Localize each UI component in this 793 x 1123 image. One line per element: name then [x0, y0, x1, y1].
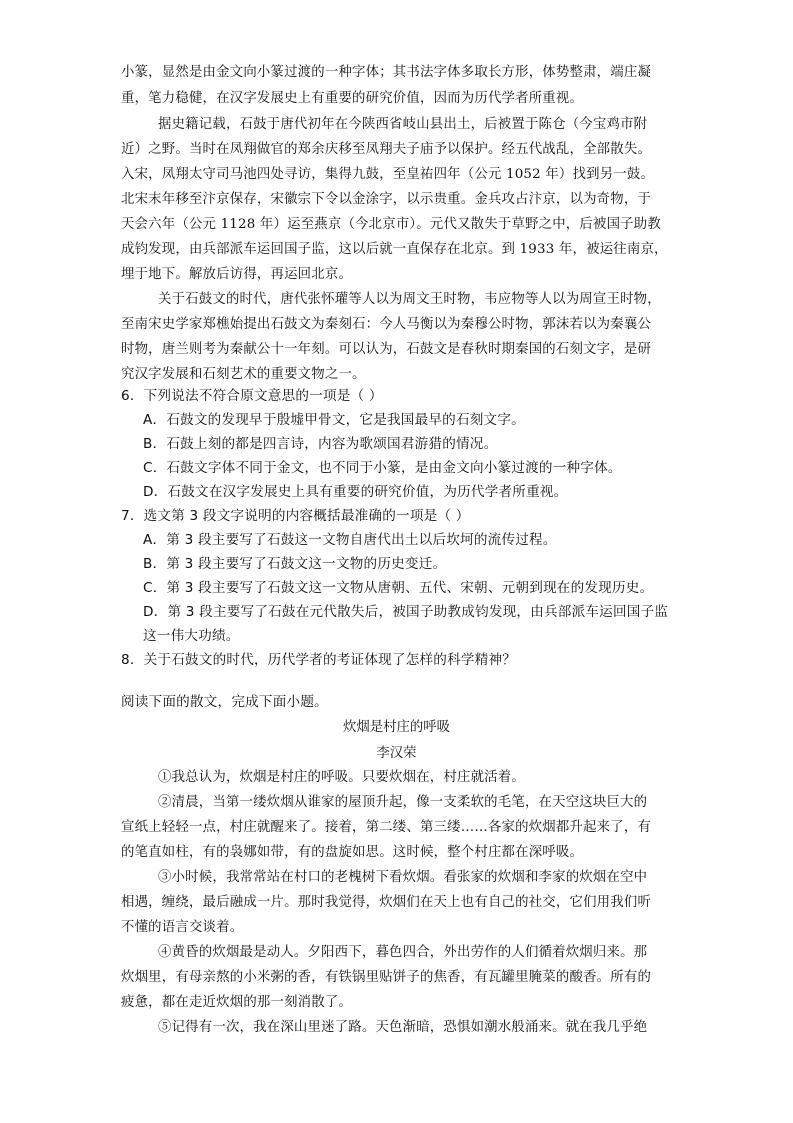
question-7-option-d-cont: 这一伟大功绩。 — [143, 628, 240, 644]
passage-line: 成钧发现，由兵部派车运回国子监，这以后就一直保存在北京。到 1933 年，被运往南京， — [121, 242, 668, 257]
passage-line: 关于石鼓文的时代，唐代张怀瓘等人以为周文王时物，韦应物等人以为周宣王时物， — [158, 292, 661, 307]
passage-line: 据史籍记载，石鼓于唐代初年在今陕西省岐山县出土，后被置于陈仓（今宝鸡市附 — [158, 117, 648, 132]
question-6-option-b: B．石鼓上刻的都是四言诗，内容为歌颂国君游猎的情况。 — [143, 436, 498, 452]
essay-line: 的笔直如柱，有的袅娜如带，有的盘旋如思。这时候，整个村庄都在深呼吸。 — [121, 845, 584, 860]
passage-line: 北宋末年移至汴京保存，宋徽宗下令以金涂字，以示贵重。金兵攻占汴京，以为奇物，于 — [121, 192, 652, 207]
passage-line: 究汉字发展和石刻艺术的重要文物之一。 — [121, 367, 366, 382]
essay-line: ①我总认为，炊烟是村庄的呼吸。只要炊烟在，村庄就活着。 — [158, 770, 525, 785]
question-6-option-c: C．石鼓文字体不同于金文，也不同于小篆，是由金文向小篆过渡的一种字体。 — [143, 460, 622, 476]
essay-line: 疲惫，都在走近炊烟的那一刻消散了。 — [121, 995, 353, 1010]
essay-line: 不懂的语言交谈着。 — [121, 920, 244, 935]
passage-line: 重，笔力稳健，在汉字发展史上有重要的研究价值，因而为历代学者所重视。 — [121, 91, 584, 106]
passage-line: 近）之野。当时在凤翔做官的郑余庆移至凤翔夫子庙予以保护。经五代战乱，全部散失。 — [121, 142, 652, 157]
question-7-option-a: A．第 3 段主要写了石鼓这一文物自唐代出土以后坎坷的流传过程。 — [143, 532, 557, 548]
passage-line: 小篆，显然是由金文向小篆过渡的一种字体；其书法字体多取长方形，体势整肃，端庄凝 — [121, 65, 652, 80]
reading-instruction: 阅读下面的散文，完成下面小题。 — [121, 694, 328, 710]
essay-line: 宣纸上轻轻一点，村庄就醒来了。接着，第二缕、第三缕……各家的炊烟都升起来了，有 — [121, 820, 652, 835]
essay-title: 炊烟是村庄的呼吸 — [342, 720, 451, 735]
passage-line: 至南宋史学家郑樵始提出石鼓文为秦刻石：今人马衡以为秦穆公时物，郭沫若以为秦襄公 — [121, 317, 652, 332]
essay-line: ④黄昏的炊烟最是动人。夕阳西下，暮色四合，外出劳作的人们循着炊烟归来。那 — [158, 945, 648, 960]
question-7-option-b: B．第 3 段主要写了石鼓文这一文物的历史变迁。 — [143, 556, 447, 572]
passage-line: 时物，唐兰则考为秦献公十一年刻。可以认为，石鼓文是春秋时期秦国的石刻文字，是研 — [121, 342, 652, 357]
essay-line: ③小时候，我常常站在村口的老槐树下看炊烟。看张家的炊烟和李家的炊烟在空中 — [158, 870, 648, 885]
question-6-option-a: A．石鼓文的发现早于殷墟甲骨文，它是我国最早的石刻文字。 — [143, 412, 525, 428]
question-7-option-d: D．第 3 段主要写了石鼓在元代散失后，被国子助教成钧发现，由兵部派车运回国子监 — [143, 604, 669, 620]
question-6-option-d: D．石鼓文在汉字发展史上具有重要的研究价值，为历代学者所重视。 — [143, 484, 568, 500]
essay-line: 炊烟里，有母亲熬的小米粥的香，有铁锅里贴饼子的焦香，有瓦罐里腌菜的酸香。所有的 — [121, 970, 652, 985]
passage-line: 埋于地下。解放后访得，再运回北京。 — [121, 267, 353, 282]
passage-line: 天会六年（公元 1128 年）运至燕京（今北京市）。元代又散失于草野之中，后被国子助教 — [121, 217, 661, 232]
question-8-stem: 8．关于石鼓文的时代，历代学者的考证体现了怎样的科学精神？ — [121, 652, 517, 668]
essay-line: ⑤记得有一次，我在深山里迷了路。天色渐暗，恐惧如潮水般涌来。就在我几乎绝 — [158, 1020, 648, 1035]
question-7-option-c: C．第 3 段主要写了石鼓文这一文物从唐朝、五代、宋朝、元朝到现在的发现历史。 — [143, 580, 654, 596]
question-7-stem: 7．选文第 3 段文字说明的内容概括最准确的一项是（ ） — [121, 508, 470, 524]
passage-line: 入宋，凤翔太守司马池四处寻访，集得九鼓，至皇祐四年（公元 1052 年）找到另一鼓。 — [121, 167, 655, 182]
essay-line: 相遇，缠绕，最后融成一片。那时我觉得，炊烟们在天上也有自己的社交，它们用我们听 — [121, 895, 652, 910]
essay-line: ②清晨，当第一缕炊烟从谁家的屋顶升起，像一支柔软的毛笔，在天空这块巨大的 — [158, 795, 648, 810]
essay-author: 李汉荣 — [376, 746, 417, 761]
question-6-stem: 6．下列说法不符合原文意思的一项是（ ） — [121, 388, 383, 404]
